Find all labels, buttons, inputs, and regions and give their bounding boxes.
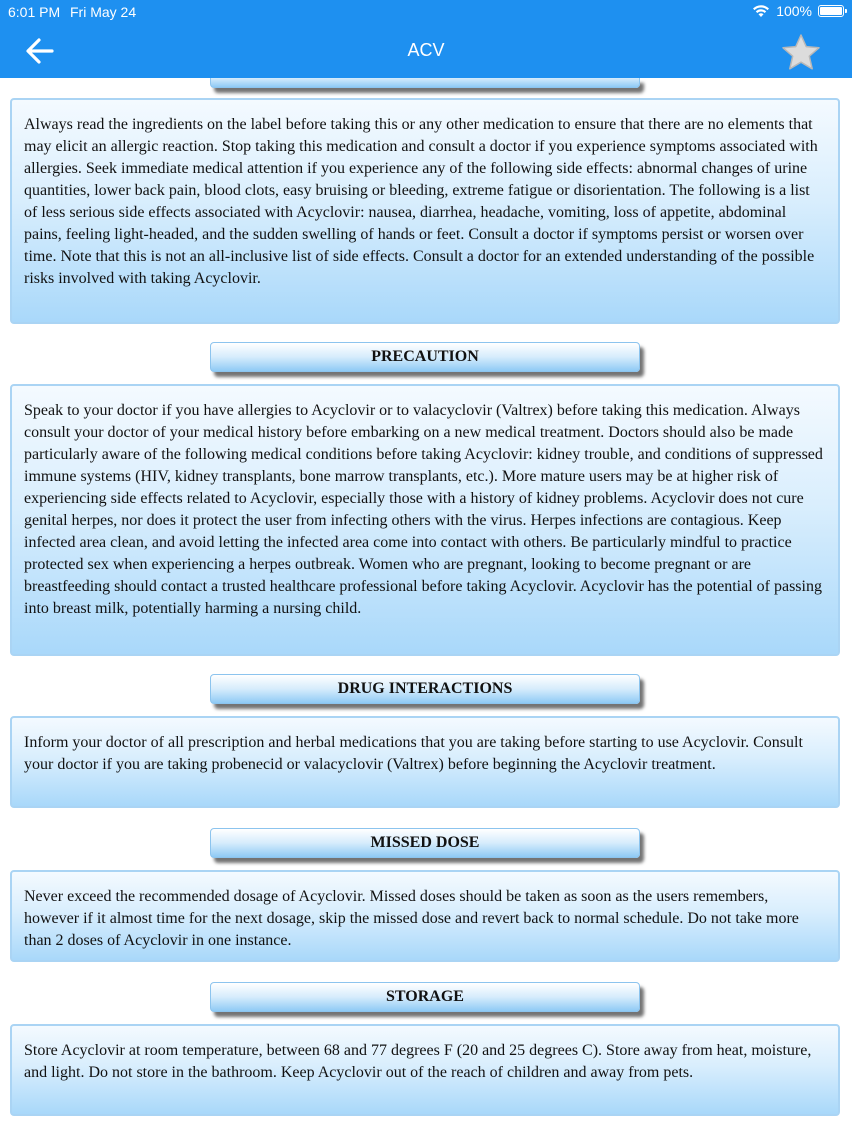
status-time: 6:01 PM xyxy=(8,4,61,20)
status-bar xyxy=(0,0,852,24)
wifi-icon xyxy=(752,4,770,18)
battery-icon xyxy=(818,5,844,17)
missed-dose-header: MISSED DOSE xyxy=(210,828,640,858)
precaution-header: PRECAUTION xyxy=(210,342,640,372)
status-date: Fri May 24 xyxy=(70,4,137,20)
storage-header: STORAGE xyxy=(210,982,640,1012)
side-effects-text: Always read the ingredients on the label before taking this or any other medication to ensure that there are no elements that may elicit an allergic reaction. Stop taking this medication and consult a doctor if you experience symptoms associated with allergies. Seek immediate medical attention if you experience any of the following side effects: abnormal changes of urine quantities, lower back pain, blood clots, easy bruising or bleeding, extreme fatigue or disorientation. The following is a list of less serious side effects associated with Acyclovir: nausea, diarrhea, headache, vomiting, loss of appetite, abdominal pains, feeling light-headed, and the sudden swelling of hands or feet. Consult a doctor if symptoms persist or worsen over time. Note that this is not an all-inclusive list of side effects. Consult a doctor for an extended understanding of the possible risks involved with taking Acyclovir. xyxy=(24,116,818,287)
side-effects-header xyxy=(210,78,640,88)
storage-card xyxy=(10,1024,840,1116)
favorite-button[interactable] xyxy=(780,33,822,71)
side-effects-card xyxy=(10,98,840,324)
missed-dose-text: Never exceed the recommended dosage of Acyclovir. Missed doses should be taken as soon as the users remembers, however if it almost time for the next dosage, skip the missed dose and revert back to normal schedule. Do not take more than 2 doses of Acyclovir in one instance. xyxy=(24,888,799,949)
drug-interactions-card xyxy=(10,716,840,808)
navigation-bar xyxy=(0,0,852,78)
missed-dose-card xyxy=(10,870,840,962)
storage-text: Store Acyclovir at room temperature, between 68 and 77 degrees F (20 and 25 degrees C). Store away from heat, moisture, and light. Do not store in the bathroom. Keep Acyclovir out of the reach of children and away from pets. xyxy=(24,1042,812,1081)
page-title: ACV xyxy=(407,40,445,60)
drug-interactions-header: DRUG INTERACTIONS xyxy=(210,674,640,704)
precaution-text: Speak to your doctor if you have allergies to Acyclovir or to valacyclovir (Valtrex) before taking this medication. Always consult your doctor of your medical history before embarking on a new medical treatment. Doctors should also be made particularly aware of the following medical conditions before taking Acyclovir: kidney trouble, and conditions of suppressed immune systems (HIV, kidney transplants, bone marrow transplants, etc.). More mature users may be at higher risk of experiencing side effects related to Acyclovir, especially those with a history of kidney problems. Acyclovir does not cure genital herpes, nor does it protect the user from infecting others with the virus. Herpes infections are contagious. Keep infected area clean, and avoid letting the infected area come into contact with others. Be particularly mindful to practice protected sex when experiencing a herpes outbreak. Women who are pregnant, looking to become pregnant or are breastfeeding should contact a trusted healthcare professional before taking Acyclovir. Acyclovir has the potential of passing into breast milk, potentially harming a nursing child. xyxy=(24,402,823,617)
drug-interactions-text: Inform your doctor of all prescription and herbal medications that you are taking before starting to use Acyclovir. Consult your doctor if you are taking probenecid or valacyclovir (Valtrex) before beginning the Acyclovir treatment. xyxy=(24,734,803,773)
battery-percent: 100% xyxy=(776,3,812,19)
star-icon xyxy=(780,33,822,71)
precaution-card xyxy=(10,384,840,656)
status-right xyxy=(752,3,844,19)
